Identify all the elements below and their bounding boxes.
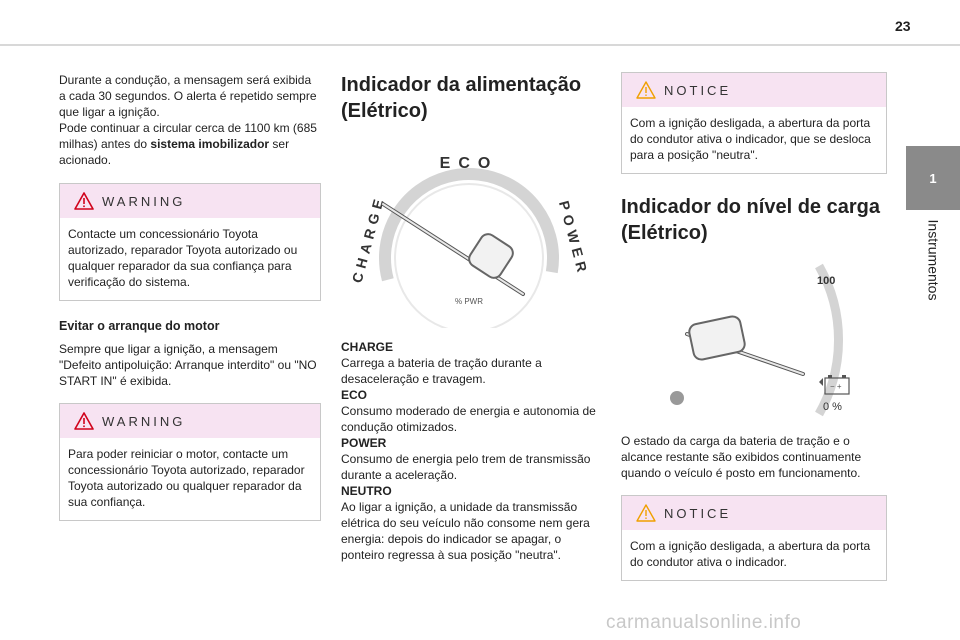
definition-desc: Carrega a bateria de tração durante a desaceleração e travagem. [341, 356, 542, 386]
notice-triangle-icon [636, 504, 656, 522]
warning-box-2-text: Para poder reiniciar o motor, contacte um concessionário Toyota autorizado, reparador Toyota autorizado ou qualquer reparador da sua confiança. [68, 447, 305, 509]
charge-gauge-max: 100 [817, 275, 836, 287]
warning-box-2-header [60, 404, 320, 438]
gauge-charge-label: CHARGE [348, 192, 388, 285]
definition-power [341, 435, 603, 483]
svg-text:− +: − + [830, 382, 842, 391]
definition-term: NEUTRO [341, 484, 392, 498]
warning-box-1-text: Contacte um concessionário Toyota autorizado, reparador Toyota autorizado ou qualquer reparador da sua confiança para verificação do sistema. [68, 227, 298, 289]
gauge-power-label: POWER [556, 199, 592, 279]
page-number: 23 [895, 18, 911, 34]
charge-gauge-min: 0 % [823, 401, 842, 413]
intro-2-bold: sistema imobilizador [150, 137, 270, 151]
intro-2-end: ser acionado. [59, 137, 290, 167]
definition-desc: Consumo moderado de energia e autonomia de condução otimizados. [341, 404, 596, 434]
warning-box-2 [59, 403, 321, 521]
notice-box-2-text: Com a ignição desligada, a abertura da porta do condutor ativa o indicador. [630, 539, 871, 569]
definition-charge [341, 339, 603, 387]
column-1 [59, 72, 321, 521]
notice-box-2-header [622, 496, 886, 530]
site-watermark: carmanualsonline.info [606, 612, 802, 633]
column-2 [341, 72, 603, 563]
notice-box-1-title: NOTICE [664, 82, 732, 98]
notice-triangle-icon [636, 81, 656, 99]
warning-box-2-title: WARNING [102, 413, 186, 429]
chapter-tab[interactable]: 1 [906, 146, 960, 210]
definition-desc: Ao ligar a ignição, a unidade da transmissão elétrica do seu veículo não consome nem gera energia: depois do indicador se apagar, o ponteiro regressa à sua posição "neutra". [341, 500, 590, 562]
chapter-label [906, 210, 960, 310]
definition-term: ECO [341, 388, 368, 402]
top-divider [0, 44, 960, 46]
definitions-list [341, 339, 603, 563]
start-paragraph: Sempre que ligar a ignição, a mensagem "Defeito antipoluição: Arranque interdito" ou "NO START IN" é exibida. [59, 342, 317, 388]
warning-triangle-icon [74, 412, 94, 430]
warning-box-1-header [60, 184, 320, 218]
charge-gauge-illustration [621, 254, 887, 424]
intro-2-start: Pode continuar a circular cerca de 1100 km (685 milhas) antes do [59, 121, 317, 151]
notice-box-1 [621, 72, 887, 174]
chapter-label-text: Instrumentos [925, 219, 941, 301]
warning-triangle-icon [74, 192, 94, 210]
warning-box-1 [59, 183, 321, 301]
power-gauge-illustration [341, 128, 603, 328]
intro-paragraph-2 [59, 120, 321, 168]
warning-box-1-title: WARNING [102, 193, 186, 209]
definition-neutro [341, 483, 603, 563]
notice-box-1-text: Com a ignição desligada, a abertura da porta do condutor ativa o indicador, que se desloca para a posição "neutra". [630, 116, 871, 162]
definition-term: CHARGE [341, 340, 394, 354]
definition-eco [341, 387, 603, 435]
gauge-unit-label: % PWR [455, 297, 483, 306]
gauge-eco-label: ECO [439, 155, 499, 172]
charge-level-title: Indicador do nível de carga (Elétrico) [621, 196, 880, 244]
column-3 [621, 72, 887, 581]
definition-desc: Consumo de energia pelo trem de transmissão durante a aceleração. [341, 452, 591, 482]
notice-box-2 [621, 495, 887, 581]
charge-level-paragraph: O estado da carga da bateria de tração e o alcance restante são exibidos continuamente quando o veículo é posto em funcionamento. [621, 434, 862, 480]
section-heading-start: Evitar o arranque do motor [59, 319, 220, 333]
intro-paragraph-1: Durante a condução, a mensagem será exibida a cada 30 segundos. O alerta é repetido sempre que ligar a ignição. [59, 73, 317, 119]
notice-box-1-header [622, 73, 886, 107]
power-indicator-title: Indicador da alimentação (Elétrico) [341, 74, 582, 122]
definition-term: POWER [341, 436, 387, 450]
notice-box-2-title: NOTICE [664, 505, 732, 521]
